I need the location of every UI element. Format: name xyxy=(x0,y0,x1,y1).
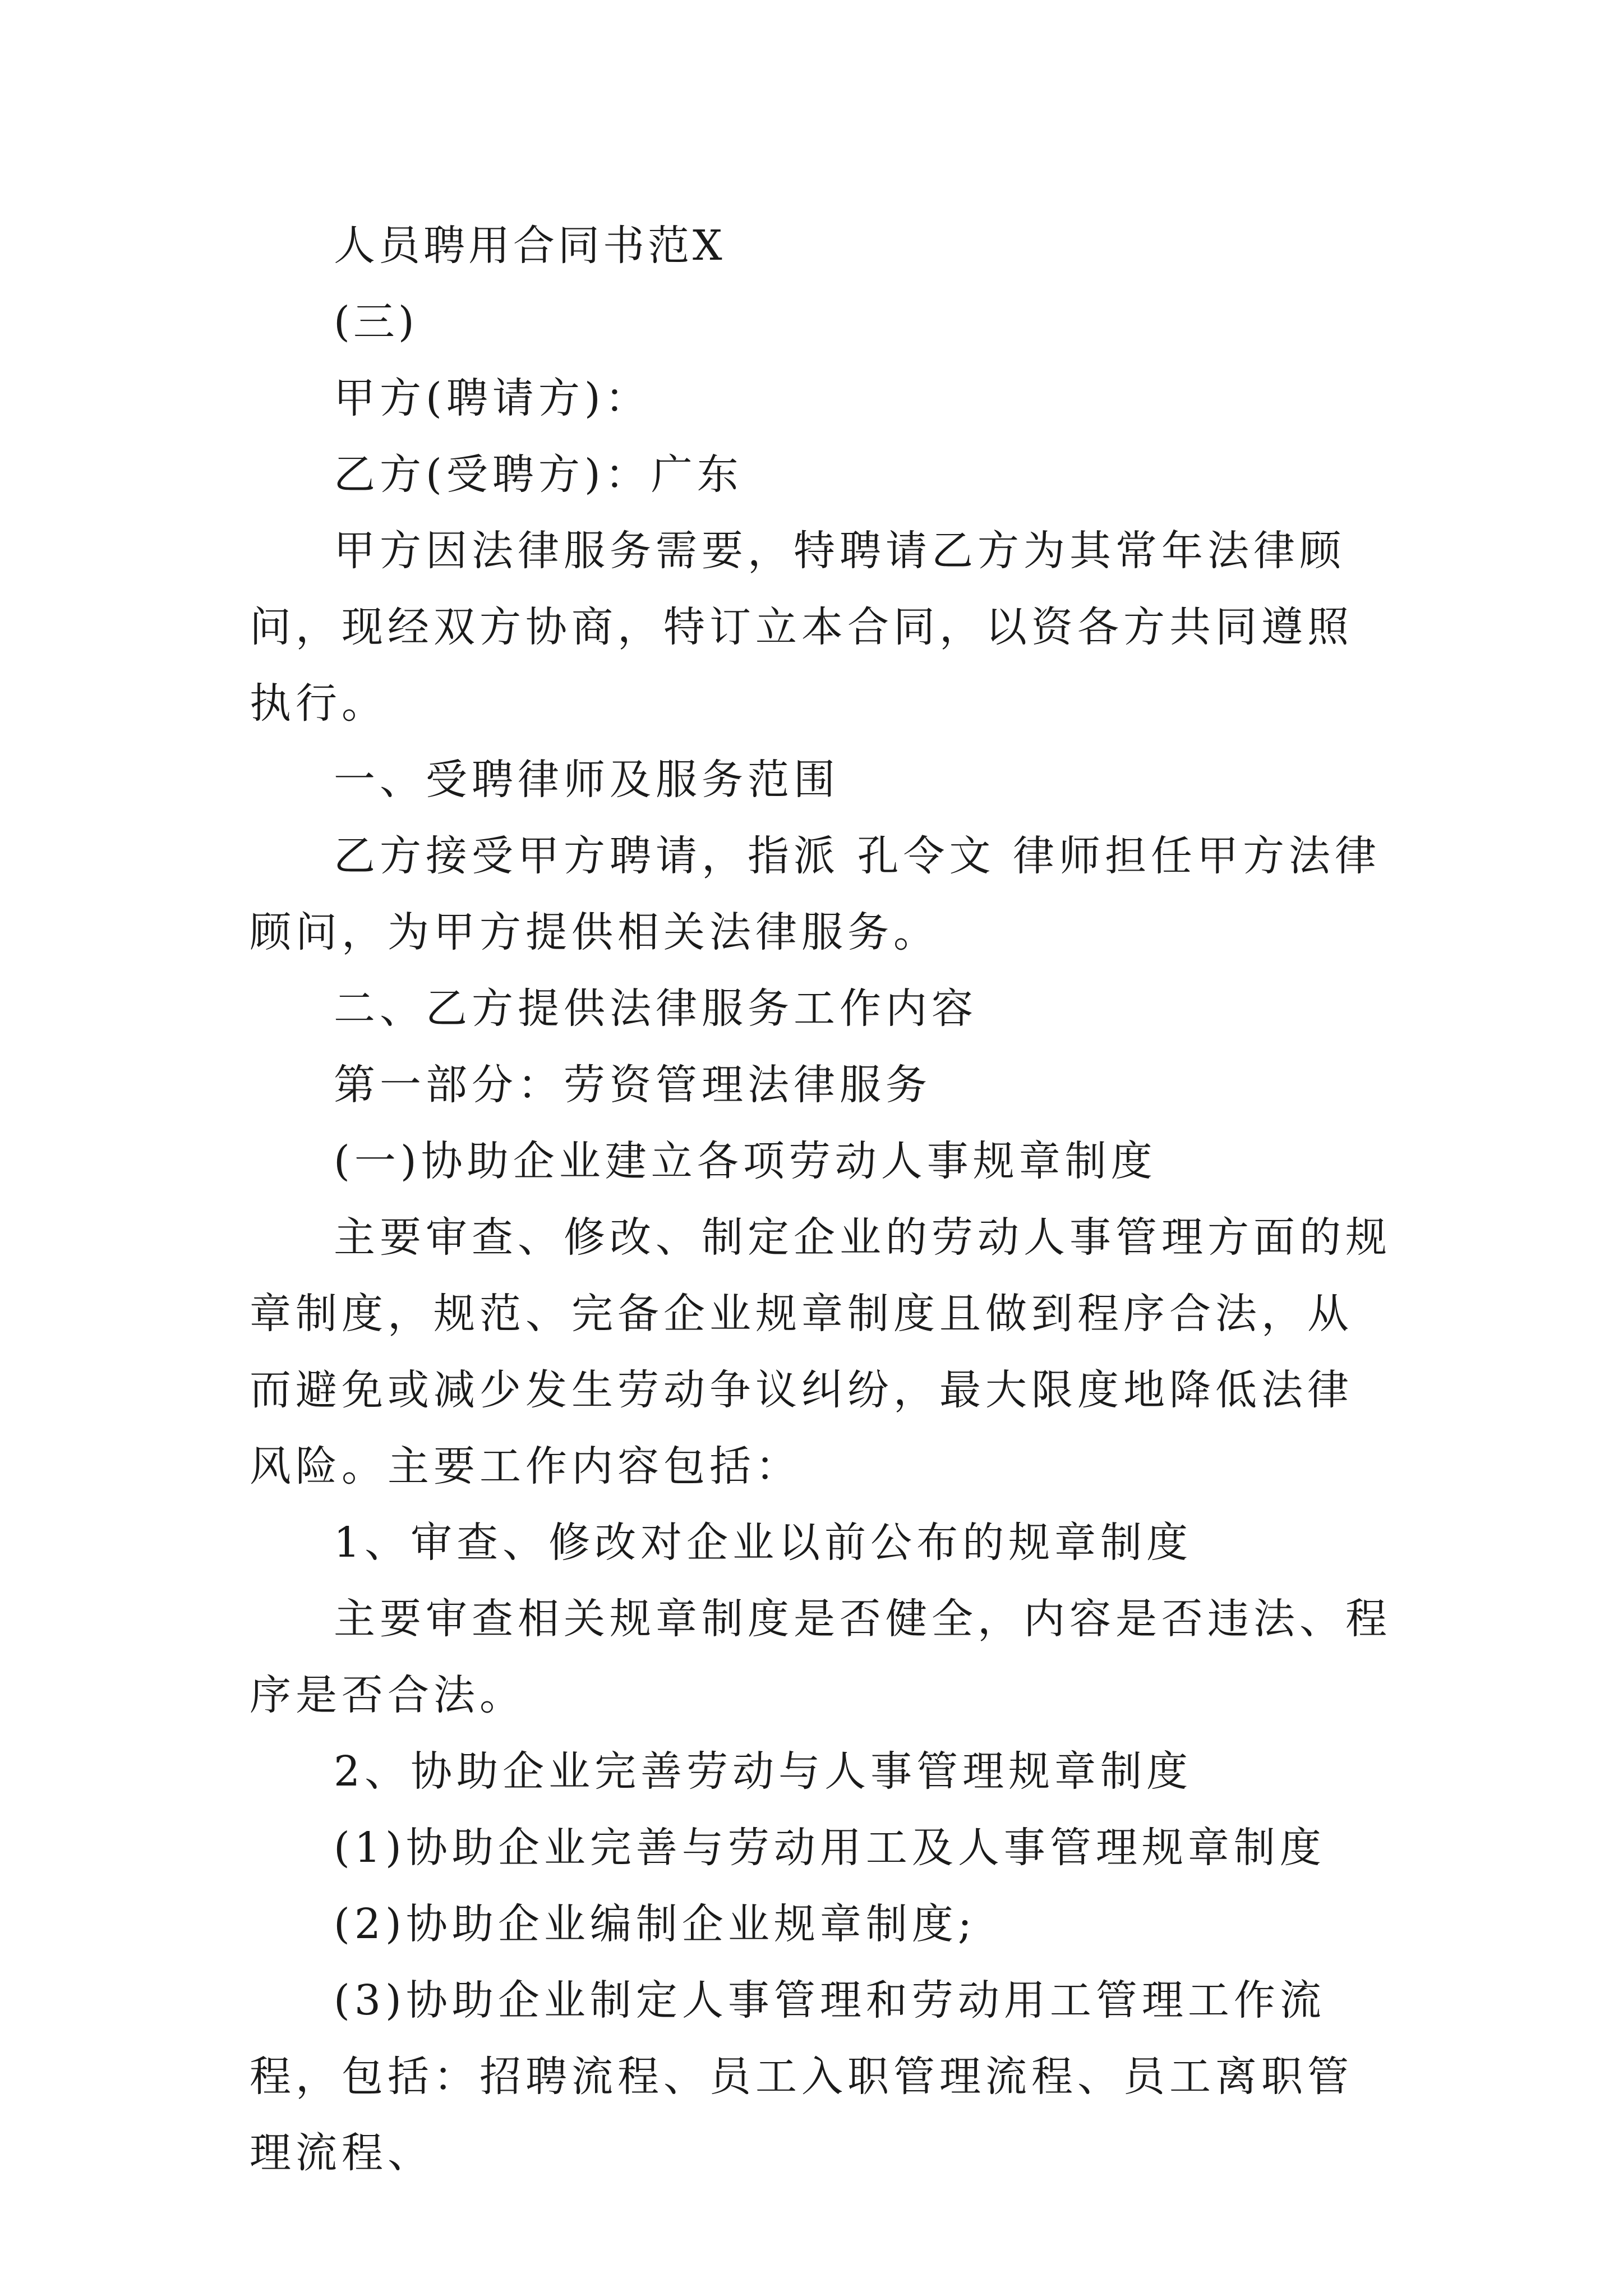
item-2-point-3: (3)协助企业制定人事管理和劳动用工管理工作流程，包括：招聘流程、员工入职管理流程、员工离职管理流程、 xyxy=(250,1976,1353,2177)
subsection-heading-1: (一)协助企业建立各项劳动人事规章制度 xyxy=(334,1137,1157,1185)
intro-paragraph: 甲方因法律服务需要，特聘请乙方为其常年法律顾问，现经双方协商，特订立本合同，以资各方共同遵照执行。 xyxy=(250,527,1353,728)
section-heading-1: 一、受聘律师及服务范围 xyxy=(334,756,840,804)
subsection-1-body: 主要审查、修改、制定企业的劳动人事管理方面的规章制度，规范、完备企业规章制度且做到程序合法，从而避免或减少发生劳动争议纠纷，最大限度地降低法律风险。主要工作内容包括： xyxy=(250,1213,1391,1490)
item-2-point-1: (1)协助企业完善与劳动用工及人事管理规章制度 xyxy=(334,1824,1326,1872)
part-heading-1: 第一部分：劳资管理法律服务 xyxy=(334,1061,932,1109)
section-heading-2: 二、乙方提供法律服务工作内容 xyxy=(334,984,978,1033)
item-heading-2: 2、协助企业完善劳动与人事管理规章制度 xyxy=(334,1747,1193,1796)
item-2-point-2: (2)协助企业编制企业规章制度; xyxy=(334,1900,976,1948)
document-body xyxy=(250,208,1394,2191)
section-1-body: 乙方接受甲方聘请，指派 孔令文 律师担任甲方法律顾问，为甲方提供相关法律服务。 xyxy=(250,832,1381,956)
party-a-line: 甲方(聘请方)： xyxy=(334,374,651,422)
document-title: 人员聘用合同书范X xyxy=(334,222,726,270)
item-1-body: 主要审查相关规章制度是否健全，内容是否违法、程序是否合法。 xyxy=(250,1595,1391,1719)
document-subtitle: (三) xyxy=(334,298,418,346)
item-heading-1: 1、审查、修改对企业以前公布的规章制度 xyxy=(334,1519,1193,1567)
party-b-line: 乙方(受聘方)：广东 xyxy=(334,450,743,499)
